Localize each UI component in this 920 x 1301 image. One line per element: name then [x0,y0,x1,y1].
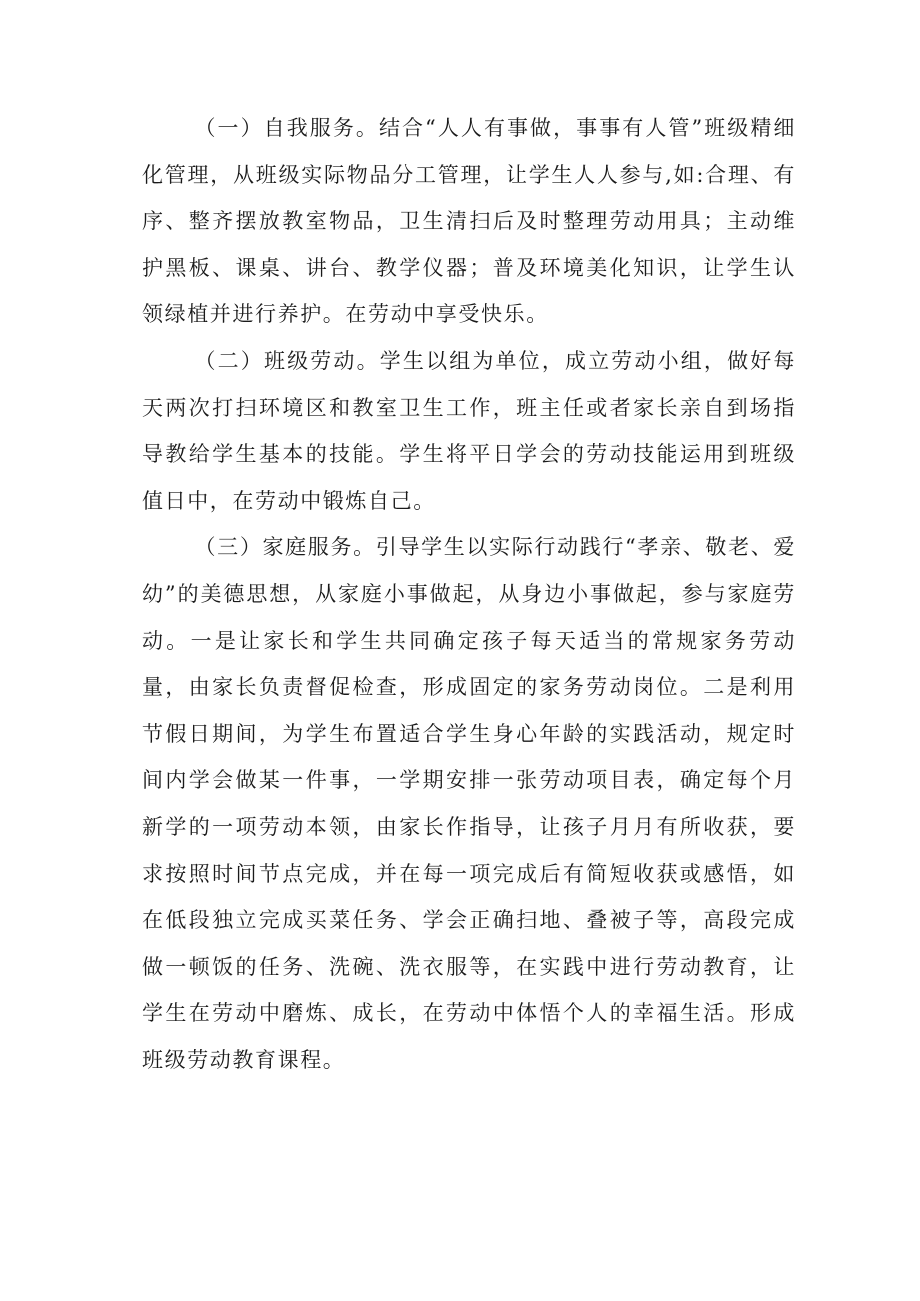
document-body [142,105,796,1083]
paragraph-class-labor: （二）班级劳动。学生以组为单位，成立劳动小组，做好每天两次打扫环境区和教室卫生工作，班主任或者家长亲自到场指导教给学生基本的技能。学生将平日学会的劳动技能运用到班级值日中，在劳动中锻炼自己。 [142,348,796,513]
paragraph-family-service: （三）家庭服务。引导学生以实际行动践行“孝亲、敬老、爱幼”的美德思想，从家庭小事做起，从身边小事做起，参与家庭劳动。一是让家长和学生共同确定孩子每天适当的常规家务劳动量，由家长负责督促检查，形成固定的家务劳动岗位。二是利用节假日期间，为学生布置适合学生身心年龄的实践活动，规定时间内学会做某一件事，一学期安排一张劳动项目表，确定每个月新学的一项劳动本领，由家长作指导，让孩子月月有所收获，要求按照时间节点完成，并在每一项完成后有简短收获或感悟，如在低段独立完成买菜任务、学会正确扫地、叠被子等，高段完成做一顿饭的任务、洗碗、洗衣服等，在实践中进行劳动教育，让学生在劳动中磨炼、成长，在劳动中体悟个人的幸福生活。形成班级劳动教育课程。 [142,535,796,1072]
paragraph-self-service: （一）自我服务。结合“人人有事做，事事有人管”班级精细化管理，从班级实际物品分工管理，让学生人人参与,如:合理、有序、整齐摆放教室物品，卫生清扫后及时整理劳动用具；主动维护黑板、课桌、讲台、教学仪器；普及环境美化知识，让学生认领绿植并进行养护。在劳动中享受快乐。 [142,116,796,327]
